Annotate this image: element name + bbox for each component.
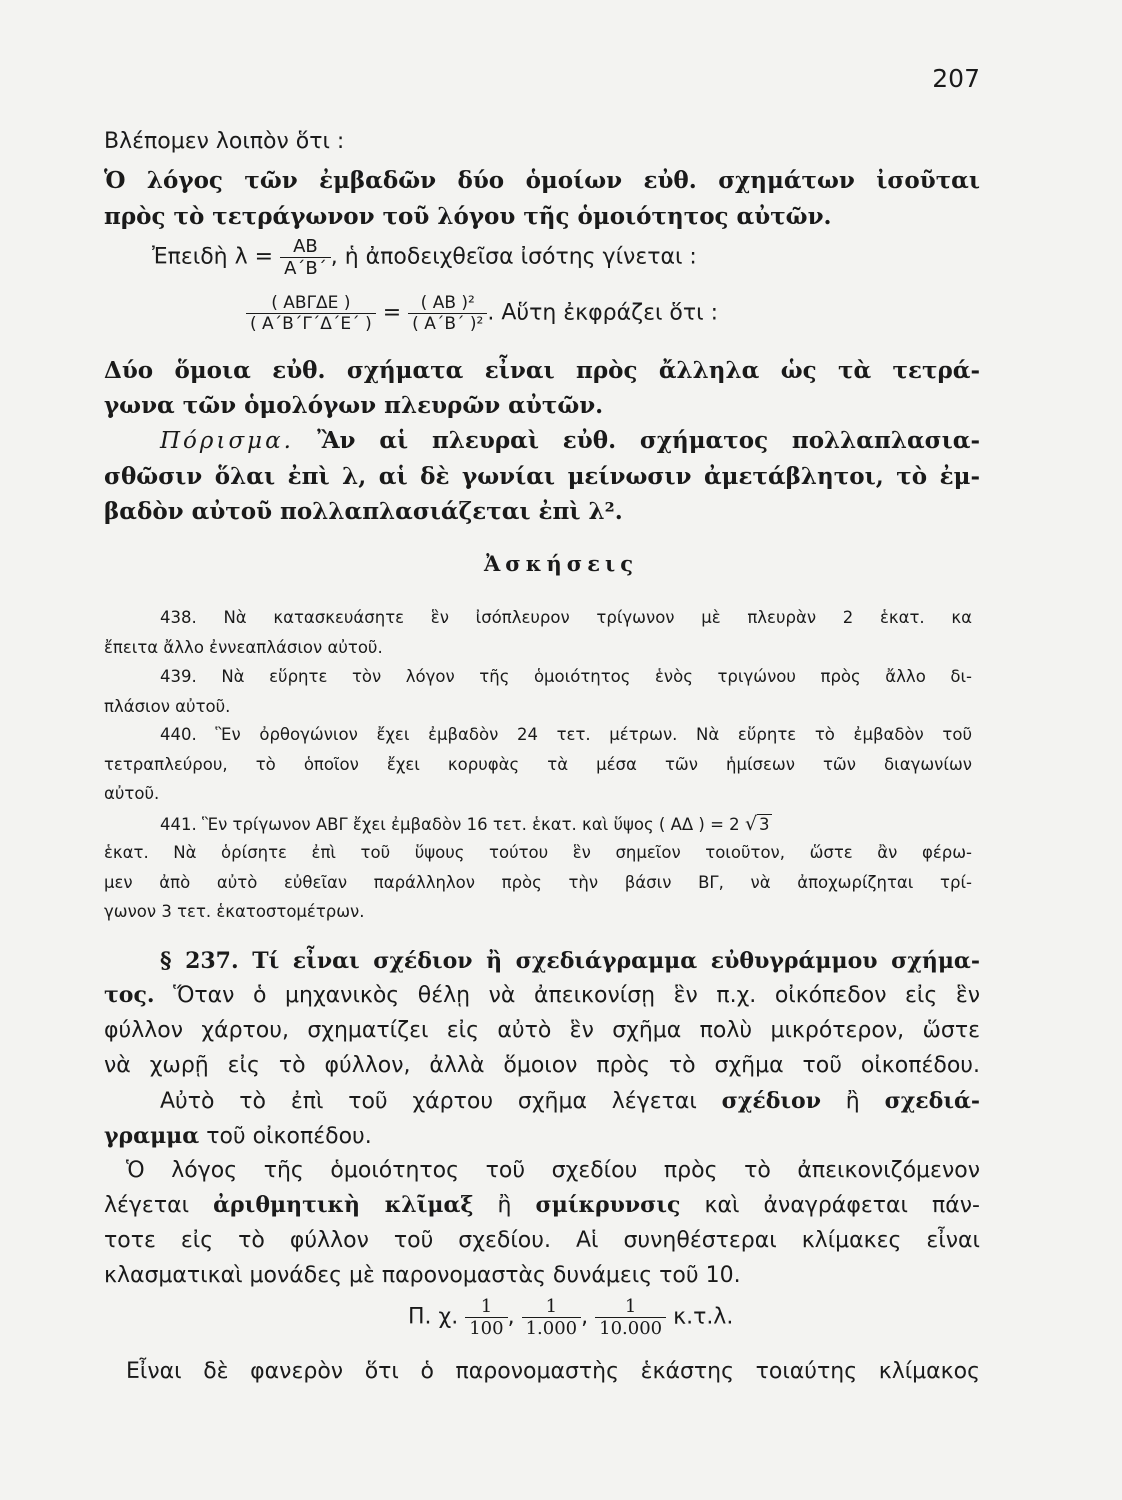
- text: ἢ: [497, 1193, 512, 1218]
- text: Ὅταν ὁ μηχανικὸς θέλῃ νὰ ἀπεικονίσῃ ἓν π.χ. οἰκόπεδον εἰς ἓν: [173, 983, 980, 1008]
- body-line: νὰ χωρῇ εἰς τὸ φύλλον, ἀλλὰ ὅμοιον πρὸς τὸ σχῆμα τοῦ οἰκοπέδου.: [104, 1053, 980, 1078]
- equals-sign: =: [382, 300, 402, 326]
- text: Π. χ.: [408, 1304, 459, 1330]
- ratio-equation: [246, 293, 718, 334]
- corollary-line: σθῶσιν ὅλαι ἐπὶ λ, αἱ δὲ γωνίαι μείνωσιν ἀμετάβλητοι, τὸ ἐμ-: [104, 463, 980, 490]
- sqrt-sign: √: [744, 813, 758, 835]
- exercise-line: μεν ἀπὸ αὐτὸ εὐθεῖαν παράλληλον πρὸς τὴν βάσιν ΒΓ, νὰ ἀποχωρίζηται τρί-: [104, 873, 972, 892]
- section-title: τος.: [104, 982, 155, 1008]
- term: σχέδιον: [721, 1088, 821, 1114]
- numerator: ( ΑΒ )²: [420, 293, 475, 313]
- theorem-line: γωνα τῶν ὁμολόγων πλευρῶν αὐτῶν.: [104, 392, 604, 419]
- denominator: 1.000: [522, 1317, 582, 1339]
- term: σχεδιά-: [884, 1088, 981, 1114]
- fraction: [408, 293, 487, 334]
- text: . Αὕτη ἐκφράζει ὅτι :: [487, 300, 718, 326]
- numerator: 1: [545, 1296, 558, 1317]
- scale-examples: [408, 1296, 733, 1339]
- body-line: κλασματικαὶ μονάδες μὲ παρονομαστὰς δυνάμεις τοῦ 10.: [104, 1263, 741, 1288]
- exercise-line: ἔπειτα ἄλλο ἐννεαπλάσιον αὐτοῦ.: [104, 638, 383, 657]
- term: ἀριθμητικὴ κλῖμαξ: [213, 1192, 474, 1218]
- fraction: [595, 1296, 666, 1339]
- text: ἢ: [845, 1089, 860, 1114]
- denominator: 10.000: [595, 1317, 666, 1339]
- comma: ,: [581, 1304, 589, 1330]
- body-line: Εἶναι δὲ φανερὸν ὅτι ὁ παρονομαστὴς ἑκάστης τοιαύτης κλίμακος: [126, 1359, 980, 1384]
- numerator: ( ΑΒΓΔΕ ): [271, 293, 351, 313]
- numerator: 1: [624, 1296, 637, 1317]
- exercise-line: 440. Ἓν ὀρθογώνιον ἔχει ἐμβαδὸν 24 τετ. μέτρων. Νὰ εὕρητε τὸ ἐμβαδὸν τοῦ: [160, 725, 972, 744]
- corollary-line: βαδὸν αὐτοῦ πολλαπλασιάζεται ἐπὶ λ².: [104, 498, 623, 525]
- page-number: 207: [932, 64, 980, 93]
- text-line: Βλέπομεν λοιπὸν ὅτι :: [104, 129, 345, 154]
- body-line: φύλλον χάρτου, σχηματίζει εἰς αὐτὸ ἓν σχῆμα πολὺ μικρότερον, ὥστε: [104, 1018, 980, 1043]
- exercise-line: 439. Νὰ εὕρητε τὸν λόγον τῆς ὁμοιότητος ἑνὸς τριγώνου πρὸς ἄλλο δι-: [160, 667, 972, 686]
- section-heading: Ἀσκήσεις: [484, 551, 638, 576]
- body-line: [104, 1123, 980, 1149]
- exercise-line: αὐτοῦ.: [104, 784, 160, 803]
- denominator: Α΄Β΄: [280, 257, 331, 279]
- fraction: [522, 1296, 582, 1339]
- fraction: [280, 236, 331, 279]
- term: γραμμα: [104, 1123, 200, 1149]
- exercise-line: πλάσιον αὐτοῦ.: [104, 697, 231, 716]
- theorem-line: πρὸς τὸ τετράγωνον τοῦ λόγου τῆς ὁμοιότητος αὐτῶν.: [104, 203, 832, 230]
- numerator: 1: [480, 1296, 493, 1317]
- corollary-label: Πόρισμα.: [160, 428, 294, 454]
- term: σμίκρυνσις: [535, 1192, 681, 1218]
- theorem-line: Ὁ λόγος τῶν ἐμβαδῶν δύο ὁμοίων εὐθ. σχημάτων ἰσοῦται: [104, 167, 980, 194]
- corollary-text: Ἂν αἱ πλευραὶ εὐθ. σχήματος πολλαπλασια-: [317, 427, 981, 454]
- lambda-definition: [152, 236, 697, 279]
- denominator: ( Α΄Β΄ )²: [408, 313, 487, 334]
- denominator: ( Α΄Β΄Γ΄Δ΄Ε΄ ): [246, 313, 376, 334]
- body-line: τοτε εἰς τὸ φύλλον τοῦ σχεδίου. Αἱ συνηθέστεραι κλίμακες εἶναι: [104, 1228, 980, 1253]
- section-title: § 237. Τί εἶναι σχέδιον ἢ σχεδιάγραμμα εὐθυγράμμου σχήμα-: [160, 948, 980, 974]
- exercise-line: 438. Νὰ κατασκευάσητε ἓν ἰσόπλευρον τρίγωνον μὲ πλευρὰν 2 ἑκατ. κα: [160, 608, 972, 627]
- sqrt-radicand: 3: [759, 815, 770, 834]
- exercise-line: γωνον 3 τετ. ἑκατοστομέτρων.: [104, 902, 365, 921]
- body-line: [104, 982, 980, 1008]
- exercise-line: [160, 813, 972, 835]
- text: 441. Ἓν τρίγωνον ΑΒΓ ἔχει ἐμβαδὸν 16 τετ. ἑκατ. καὶ ὕψος ( ΑΔ ) = 2: [160, 815, 740, 834]
- text: τοῦ οἰκοπέδου.: [206, 1124, 372, 1149]
- text: καὶ ἀναγράφεται πάν-: [704, 1193, 980, 1218]
- text: , ἡ ἀποδειχθεῖσα ἰσότης γίνεται :: [330, 244, 697, 270]
- fraction: [465, 1296, 507, 1339]
- body-line: [104, 1192, 980, 1218]
- text: λέγεται: [104, 1193, 190, 1218]
- numerator: ΑΒ: [293, 236, 318, 257]
- text: Ἐπειδὴ λ =: [152, 244, 274, 270]
- body-line: Ὁ λόγος τῆς ὁμοιότητος τοῦ σχεδίου πρὸς τὸ ἀπεικονιζόμενον: [126, 1158, 980, 1183]
- theorem-line: Δύο ὅμοια εὐθ. σχήματα εἶναι πρὸς ἄλληλα ὡς τὰ τετρά-: [104, 357, 980, 384]
- text: κ.τ.λ.: [673, 1304, 734, 1330]
- body-line: [160, 1088, 980, 1114]
- fraction: [246, 293, 376, 334]
- exercise-line: ἑκατ. Νὰ ὁρίσητε ἐπὶ τοῦ ὕψους τούτου ἓν σημεῖον τοιοῦτον, ὥστε ἂν φέρω-: [104, 843, 972, 862]
- corollary-line: [160, 427, 980, 454]
- exercise-line: τετραπλεύρου, τὸ ὁποῖον ἔχει κορυφὰς τὰ μέσα τῶν ἡμίσεων τῶν διαγωνίων: [104, 755, 972, 774]
- text: Αὐτὸ τὸ ἐπὶ τοῦ χάρτου σχῆμα λέγεται: [160, 1089, 697, 1114]
- denominator: 100: [465, 1317, 507, 1339]
- comma: ,: [507, 1304, 515, 1330]
